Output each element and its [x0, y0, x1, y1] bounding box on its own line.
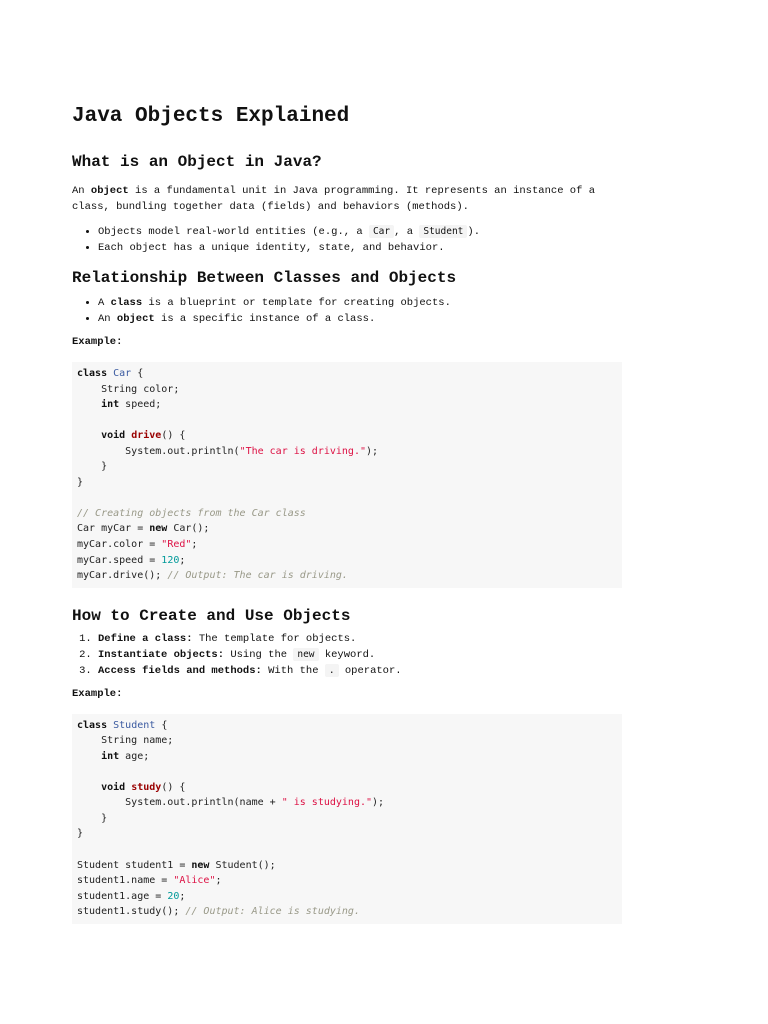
text: is a blueprint or template for creating objects. [142, 297, 451, 309]
list-item [98, 295, 622, 311]
list-item [98, 311, 622, 327]
inline-code-car: Car [369, 225, 394, 238]
list-item [98, 224, 622, 240]
code-block-car: class Car { String color; int speed; void drive() { System.out.println("The car is driving."); } } // Creating objects from the Car class Car myCar = new Car(); myCar.color = "Red"; myCar.speed = 120; myCar.drive(); // Output: The car is driving. [72, 362, 622, 588]
inline-code-new: new [293, 648, 318, 661]
text: Using the [224, 648, 294, 661]
bold-term-class: class [110, 297, 143, 309]
step-label: Define a class: [98, 632, 193, 645]
code-block-student: class Student { String name; int age; void study() { System.out.println(name + " is studying."); } } Student student1 = new Student(); student1.name = "Alice"; student1.age = 20; student1.study(); // Output: Alice is studying. [72, 714, 622, 924]
text: An [98, 313, 117, 325]
step-label: Access fields and methods: [98, 664, 262, 677]
list-item [98, 631, 622, 647]
text: Objects model real-world entities (e.g., a [98, 226, 369, 238]
text: , a [394, 226, 420, 238]
step-label: Instantiate objects: [98, 648, 225, 661]
example-label: Example: [72, 336, 123, 348]
text: keyword. [318, 648, 376, 661]
page-title: Java Objects Explained [72, 105, 350, 128]
inline-code-dot: . [325, 664, 339, 677]
bold-term-object: object [116, 313, 155, 325]
object-intro-paragraph [72, 183, 622, 215]
relationship-bullet-list [72, 295, 622, 327]
example-label: Example: [72, 687, 123, 700]
list-item [98, 647, 622, 663]
inline-code-student: Student [419, 225, 467, 238]
text: operator. [338, 664, 402, 677]
section-heading-what-is-object: What is an Object in Java? [72, 153, 322, 171]
text: is a fundamental unit in Java programming. It represents an instance of a class, bundling together data (fields) and behaviors (methods). [72, 185, 595, 213]
text: The template for objects. [192, 632, 357, 645]
text: An [72, 185, 91, 197]
section-heading-how-to-create: How to Create and Use Objects [72, 606, 351, 625]
document [72, 100, 622, 924]
steps-ordered-list [72, 631, 622, 679]
object-bullet-list [72, 224, 622, 256]
bold-term-object: object [90, 185, 129, 197]
list-item [98, 663, 622, 679]
section-heading-relationship: Relationship Between Classes and Objects [72, 269, 457, 287]
list-item: • Each object has a unique identity, state, and behavior. [98, 240, 622, 256]
text: A [98, 297, 111, 309]
text: is a specific instance of a class. [154, 313, 376, 325]
text: With the [261, 664, 325, 677]
text: ). [467, 226, 480, 238]
